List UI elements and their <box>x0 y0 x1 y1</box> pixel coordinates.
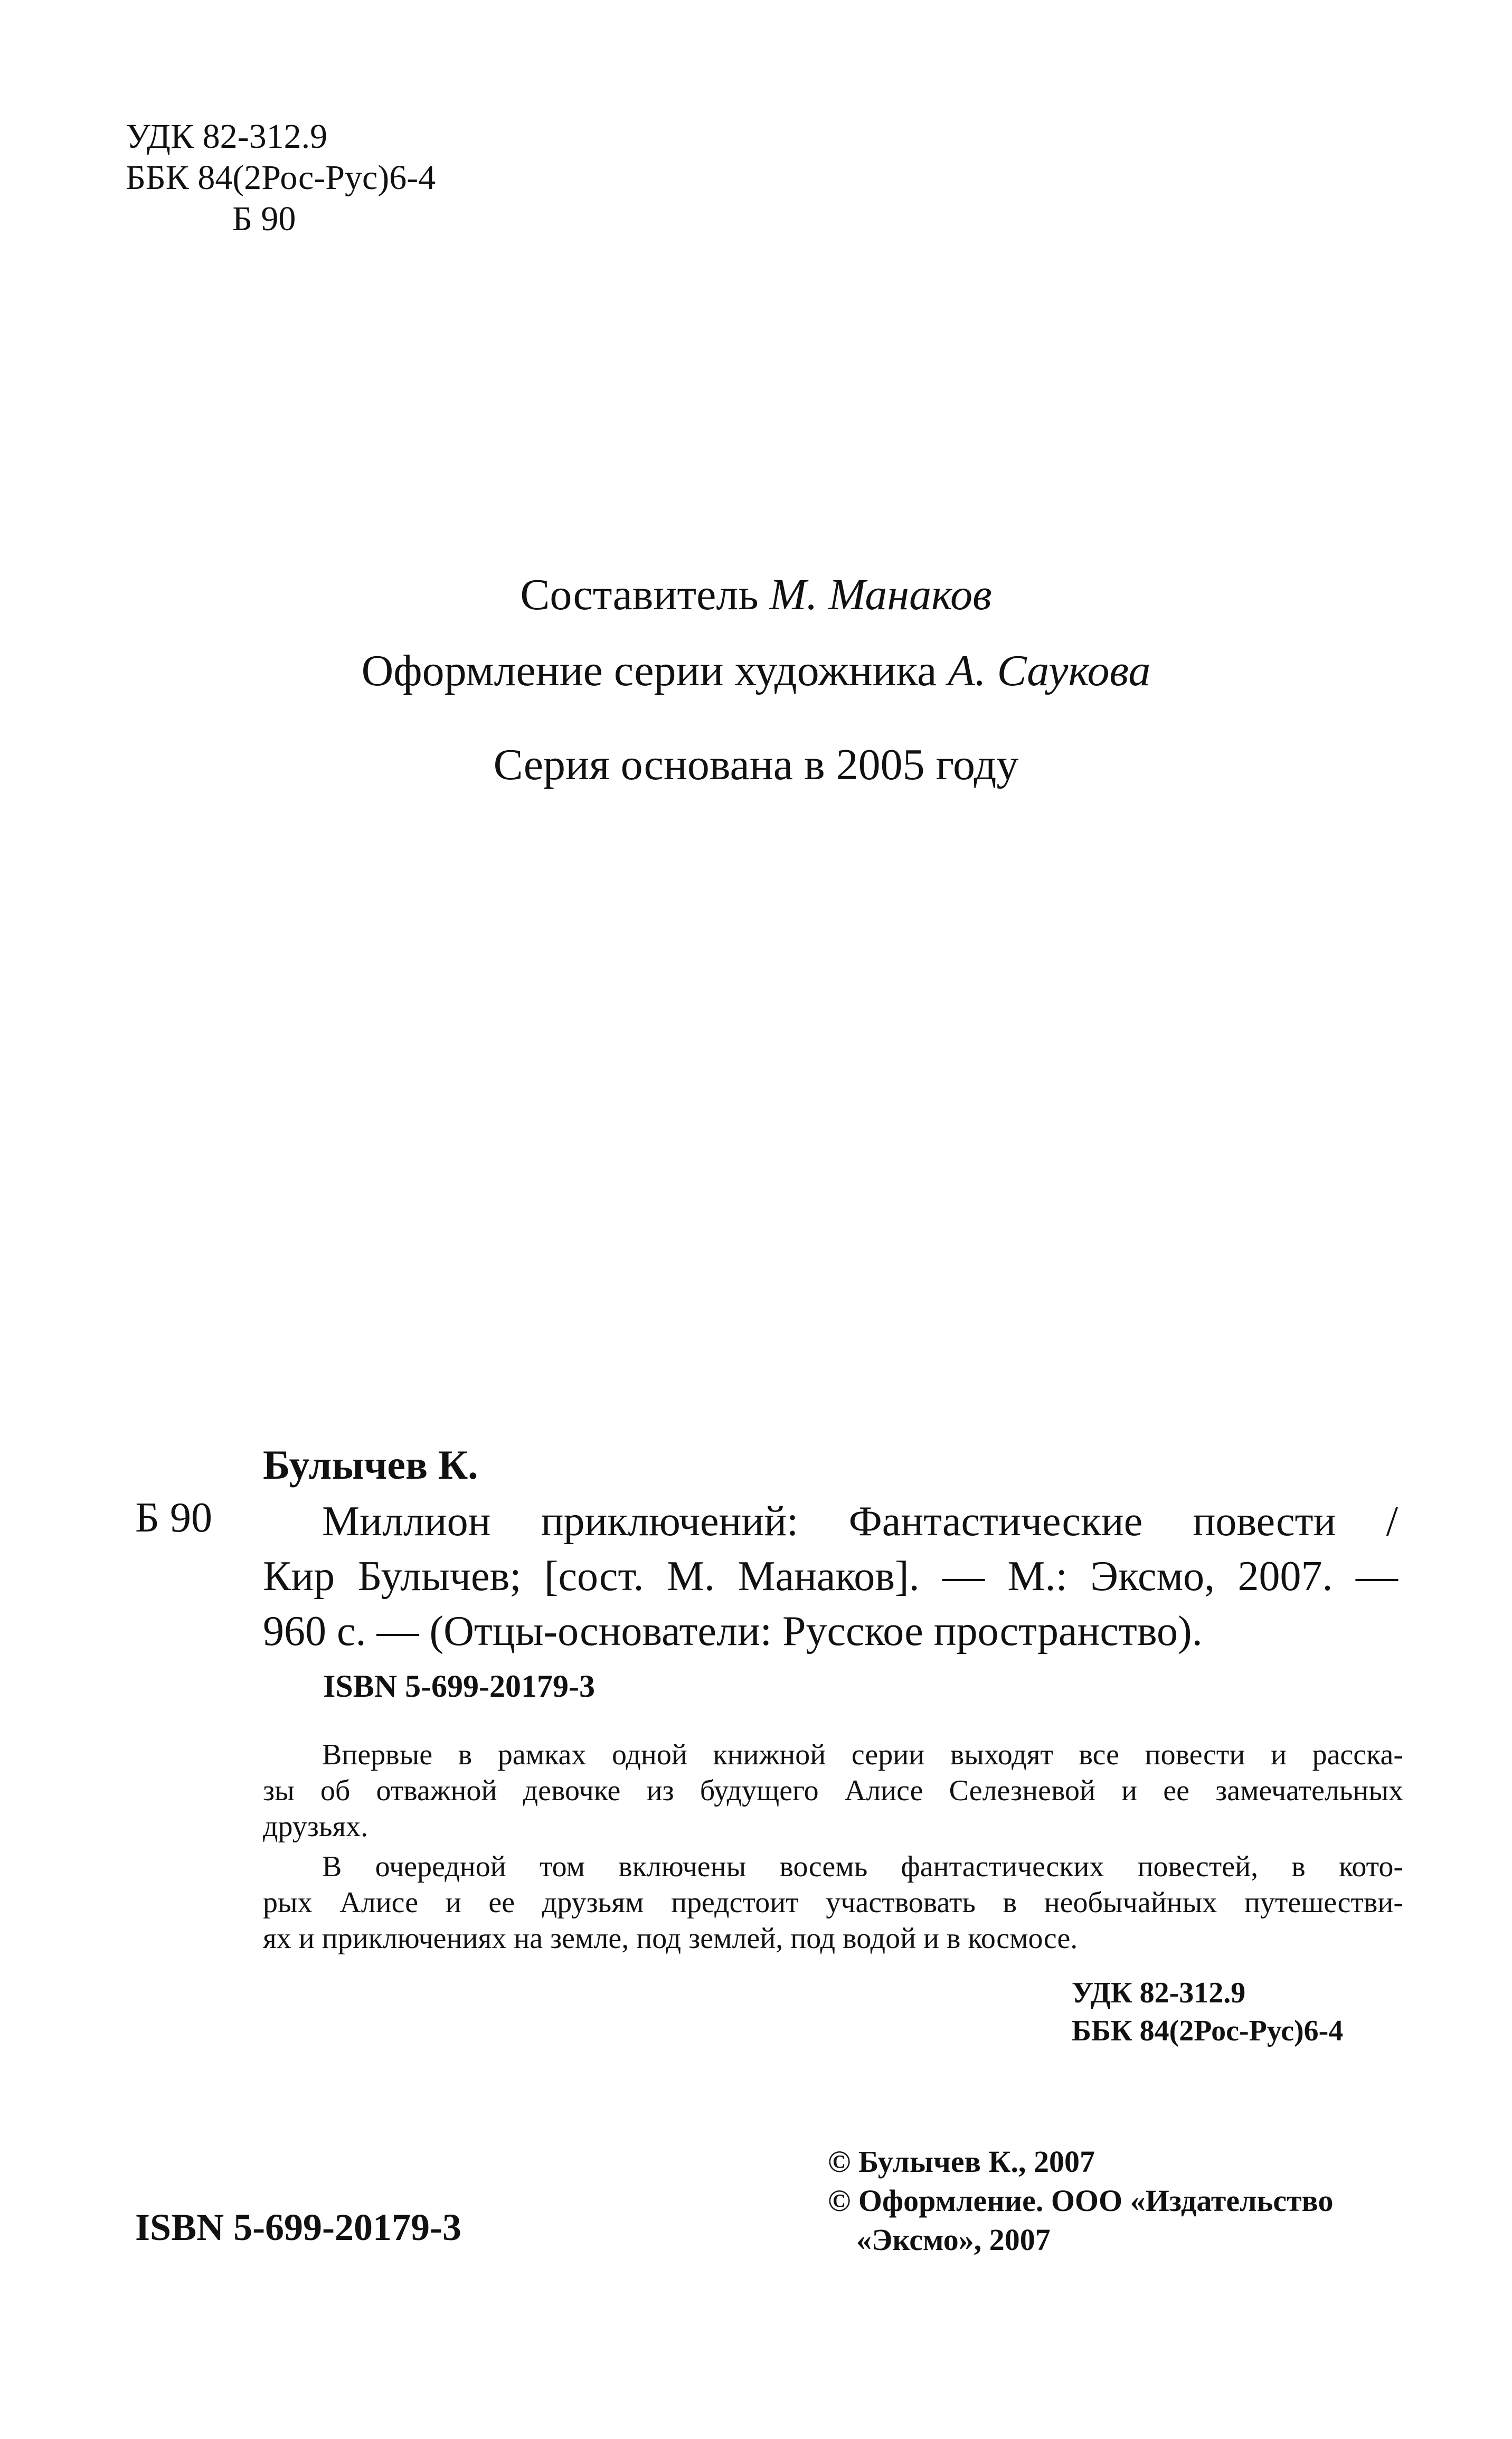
design-label: Оформление серии художника <box>361 646 937 695</box>
compiler-credit <box>0 569 1512 620</box>
compiler-name: М. Манаков <box>769 570 992 619</box>
udk-code-top: УДК 82-312.9 <box>126 117 328 156</box>
call-number-top: Б 90 <box>232 200 296 238</box>
annotation-line-5: рых Алисе и ее друзьям предстоит участвовать в необычайных путешестви- <box>263 1886 1403 1919</box>
copyright-line-3: «Эксмо», 2007 <box>856 2223 1051 2257</box>
annotation-line-3: друзьях. <box>263 1810 368 1843</box>
series-founded-note: Серия основана в 2005 году <box>493 740 1019 789</box>
description-line-1: Миллион приключений: Фантастические повести / <box>322 1498 1398 1545</box>
compiler-label: Составитель <box>520 570 759 619</box>
record-isbn: ISBN 5-699-20179-3 <box>323 1669 596 1704</box>
annotation-line-1: Впервые в рамках одной книжной серии выходят все повести и расска- <box>322 1738 1403 1771</box>
series-design-credit <box>0 645 1512 696</box>
record-bbk: ББК 84(2Рос-Рус)6-4 <box>1072 2015 1344 2047</box>
copyright-line-1: © Булычев К., 2007 <box>828 2144 1095 2179</box>
record-description <box>263 1494 1403 1668</box>
bbk-code-top: ББК 84(2Рос-Рус)6-4 <box>126 158 436 197</box>
description-line-3: 960 с. — (Отцы-основатели: Русское пространство). <box>263 1608 1203 1655</box>
annotation-line-6: ях и приключениях на земле, под землей, под водой и в космосе. <box>263 1922 1078 1955</box>
record-author: Булычев К. <box>263 1442 478 1488</box>
designer-name: А. Саукова <box>948 646 1151 695</box>
record-call-number: Б 90 <box>135 1495 212 1541</box>
copyright-line-2: © Оформление. ООО «Издательство <box>828 2183 1334 2218</box>
annotation-line-4: В очередной том включены восемь фантастических повестей, в кото- <box>322 1850 1403 1883</box>
footer-isbn: ISBN 5-699-20179-3 <box>135 2206 462 2248</box>
annotation-line-2: зы об отважной девочке из будущего Алисе Селезневой и ее замечательных <box>263 1774 1403 1807</box>
description-line-2: Кир Булычев; [сост. М. Манаков]. — М.: Эксмо, 2007. — <box>263 1553 1398 1600</box>
record-udk: УДК 82-312.9 <box>1072 1977 1246 2009</box>
record-annotation <box>263 1737 1403 1969</box>
